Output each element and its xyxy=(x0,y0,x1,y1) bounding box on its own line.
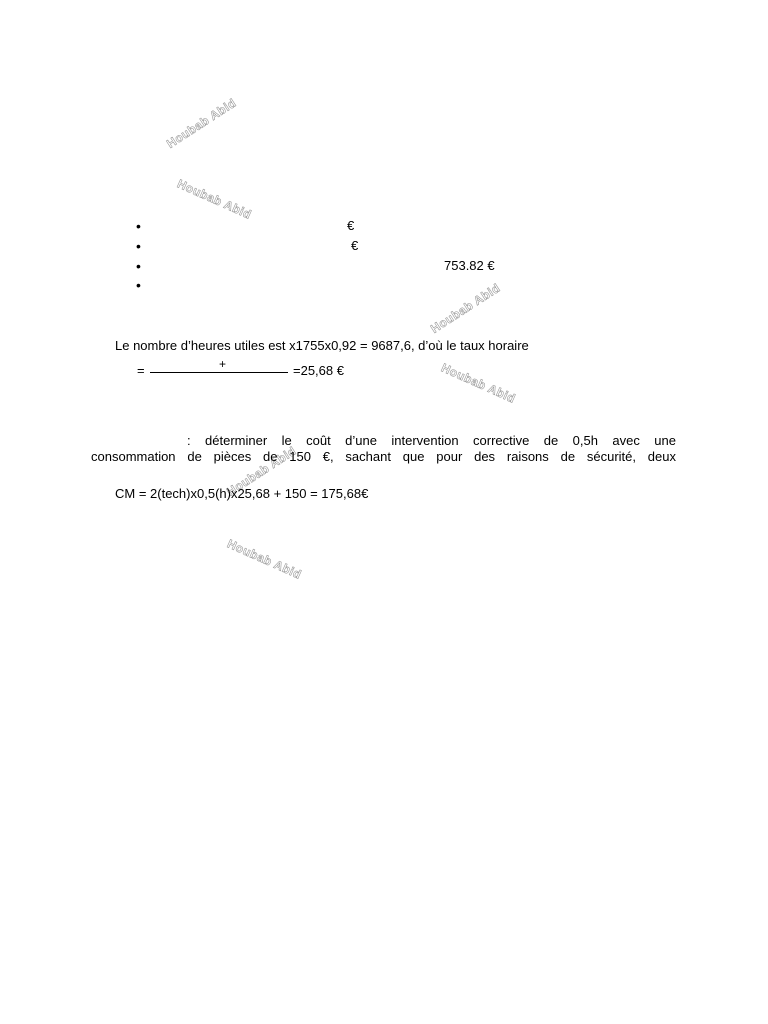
watermark-text: Houbab Abid xyxy=(175,176,254,222)
fraction-bar xyxy=(150,372,288,373)
bullet-marker: • xyxy=(136,238,141,254)
equation-equals: = xyxy=(137,363,145,378)
hourly-rate-result: =25,68 € xyxy=(293,363,344,378)
watermark-text: Houbab Abid xyxy=(428,280,503,336)
bullet-item-3-text: 753.82 € xyxy=(444,258,495,273)
hours-sentence: Le nombre d’heures utiles est x1755x0,92 = 9687,6, d’où le taux horaire xyxy=(115,338,529,353)
exercise-line-2: consommation de pièces de 150 €, sachant que pour des raisons de sécurité, deux xyxy=(91,449,676,464)
maintenance-cost-formula: CM = 2(tech)x0,5(h)x25,68 + 150 = 175,68€ xyxy=(115,486,369,501)
watermark-text: Houbab Abid xyxy=(439,360,518,406)
exercise-line-1: : déterminer le coût d’une intervention corrective de 0,5h avec une xyxy=(187,433,676,448)
bullet-item-1-text: € xyxy=(347,218,355,233)
bullet-marker: • xyxy=(136,218,141,234)
bullet-marker: • xyxy=(136,277,141,293)
watermark-text: Houbab Abid xyxy=(164,95,239,151)
fraction-plus: + xyxy=(219,357,227,371)
bullet-marker: • xyxy=(136,258,141,274)
watermark-text: Houbab Abid xyxy=(225,536,304,582)
bullet-item-2-text: € xyxy=(351,238,359,253)
watermark-text: Houbab Abid xyxy=(224,443,299,499)
